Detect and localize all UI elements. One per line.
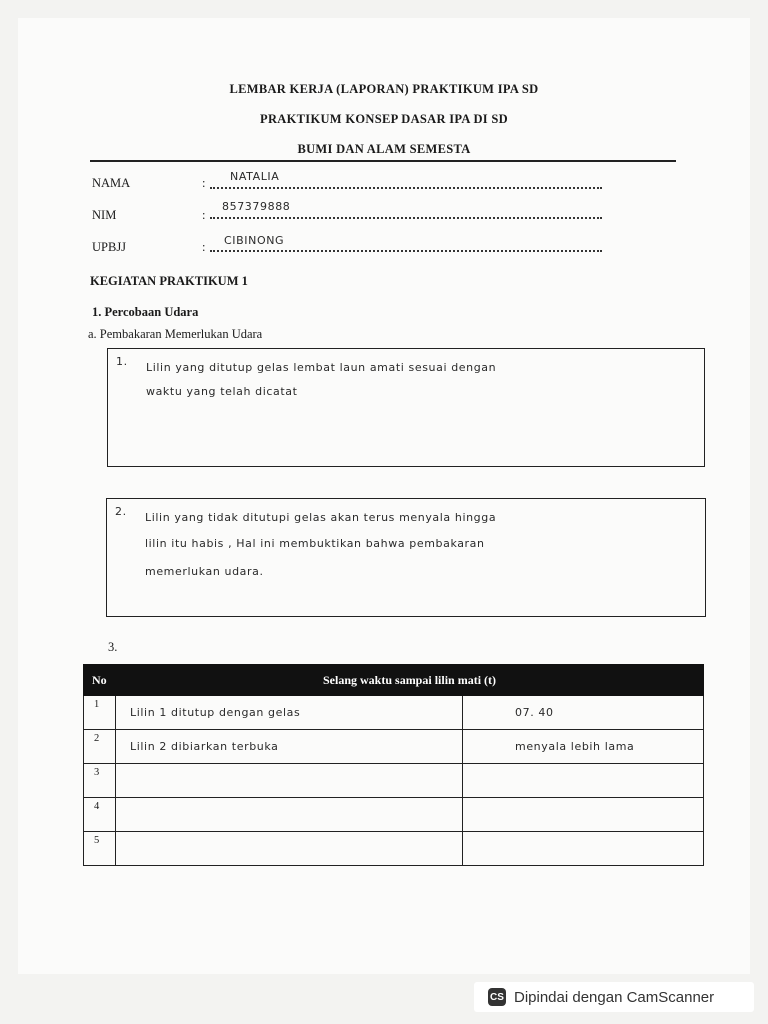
- row-time: 07. 40: [463, 696, 704, 730]
- title-line-3: BUMI DAN ALAM SEMESTA: [297, 142, 471, 156]
- answer-box-2: [106, 498, 706, 617]
- table-row: [84, 832, 704, 866]
- answer-2-line: Lilin yang tidak ditutupi gelas akan terus menyala hingga: [145, 511, 497, 524]
- nama-colon: :: [202, 176, 206, 190]
- row-description: [116, 764, 463, 798]
- table-number: 3.: [108, 640, 118, 654]
- row-time: [463, 798, 704, 832]
- nama-dotted-line: [210, 185, 602, 189]
- header-no: No: [84, 665, 116, 696]
- camscanner-watermark: [474, 982, 754, 1012]
- nama-label: NAMA: [92, 176, 131, 190]
- answer-box-1: [107, 348, 705, 467]
- nim-dotted-line: [210, 215, 602, 219]
- row-time: [463, 764, 704, 798]
- header-divider: [90, 160, 676, 162]
- header-main: Selang waktu sampai lilin mati (t): [116, 665, 704, 696]
- subsection-pembakaran: a. Pembakaran Memerlukan Udara: [88, 327, 263, 341]
- table-header-row: [84, 665, 704, 696]
- upbjj-label: UPBJJ: [92, 240, 127, 254]
- row-number: 3: [84, 764, 116, 798]
- upbjj-colon: :: [202, 240, 206, 254]
- camscanner-logo-icon: CS: [488, 988, 506, 1006]
- answer-1-line: waktu yang telah dicatat: [146, 385, 298, 398]
- table-row: [84, 764, 704, 798]
- nim-value: 857379888: [222, 200, 291, 213]
- answer-2-line: lilin itu habis , Hal ini membuktikan bahwa pembakaran: [145, 537, 485, 550]
- row-description: Lilin 1 ditutup dengan gelas: [116, 696, 463, 730]
- title-line-1: LEMBAR KERJA (LAPORAN) PRAKTIKUM IPA SD: [229, 82, 539, 96]
- camscanner-text: Dipindai dengan CamScanner: [514, 988, 715, 1006]
- nim-colon: :: [202, 208, 206, 222]
- answer-1-line: Lilin yang ditutup gelas lembat laun amati sesuai dengan: [146, 361, 497, 374]
- table-row: [84, 696, 704, 730]
- title-line-2: PRAKTIKUM KONSEP DASAR IPA DI SD: [260, 112, 508, 126]
- section-percobaan-udara: 1. Percobaan Udara: [92, 305, 199, 319]
- upbjj-value: CIBINONG: [224, 234, 285, 247]
- table-row: [84, 798, 704, 832]
- row-description: Lilin 2 dibiarkan terbuka: [116, 730, 463, 764]
- row-number: 5: [84, 832, 116, 866]
- results-table: [83, 664, 704, 866]
- nama-value: NATALIA: [230, 170, 280, 183]
- activity-heading: KEGIATAN PRAKTIKUM 1: [90, 274, 248, 288]
- answer-2-line: memerlukan udara.: [145, 565, 264, 578]
- row-description: [116, 832, 463, 866]
- row-number: 2: [84, 730, 116, 764]
- upbjj-dotted-line: [210, 248, 602, 252]
- answer-1-number: 1.: [116, 355, 128, 368]
- row-number: 4: [84, 798, 116, 832]
- nim-label: NIM: [92, 208, 117, 222]
- row-description: [116, 798, 463, 832]
- row-time: [463, 832, 704, 866]
- row-number: 1: [84, 696, 116, 730]
- answer-2-number: 2.: [115, 505, 127, 518]
- table-row: [84, 730, 704, 764]
- row-time: menyala lebih lama: [463, 730, 704, 764]
